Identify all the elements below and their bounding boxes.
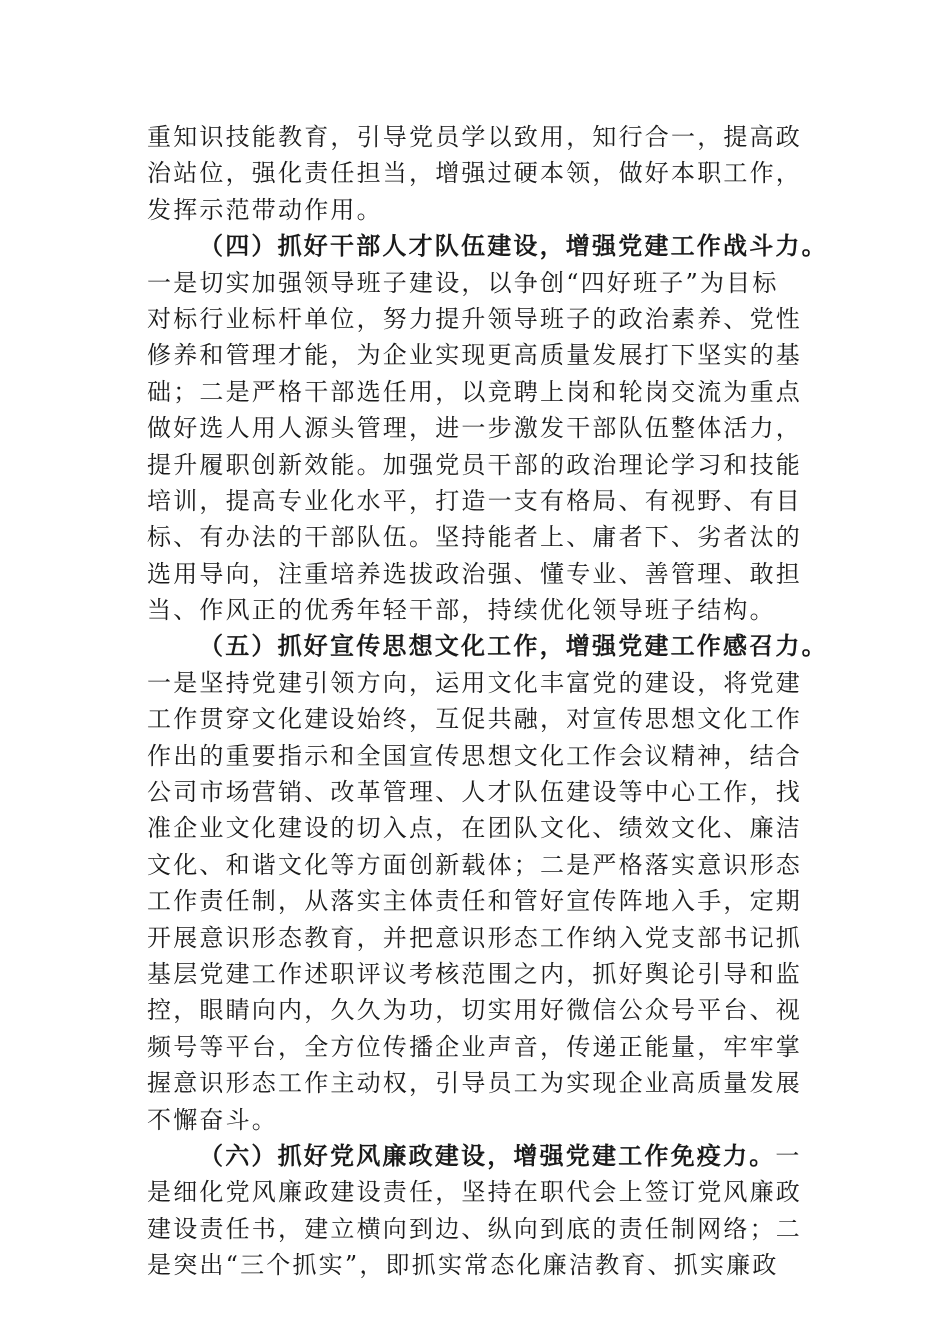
text-line: 作出的重要指示和全国宣传思想文化工作会议精神，结合 xyxy=(147,741,802,770)
text-line: 选用导向，注重培养选拔政治强、懂专业、善管理、敢担 xyxy=(147,559,802,588)
text-line: 文化、和谐文化等方面创新载体；二是严格落实意识形态 xyxy=(147,850,802,879)
text-line: 重知识技能教育，引导党员学以致用，知行合一，提高政 xyxy=(147,123,802,151)
text-line: 工作责任制，从落实主体责任和管好宣传阵地入手，定期 xyxy=(147,887,802,916)
text-line: 开展意识形态教育，并把意识形态工作纳入党支部书记抓 xyxy=(147,923,802,952)
text-line: 基层党建工作述职评议考核范围之内，抓好舆论引导和监 xyxy=(147,959,802,988)
body-text xyxy=(147,119,828,1284)
text-line: 频号等平台，全方位传播企业声音，传递正能量，牢牢掌 xyxy=(147,1032,802,1061)
text-line: 工作贯穿文化建设始终，互促共融，对宣传思想文化工作 xyxy=(147,705,802,734)
text-line: 一是坚持党建引领方向，运用文化丰富党的建设，将党建 xyxy=(147,668,802,697)
text-run: 一 xyxy=(775,1141,802,1170)
section-heading: （六）抓好党风廉政建设，增强党建工作免疫力。 xyxy=(199,1140,776,1170)
section-heading-line xyxy=(147,228,828,264)
text-line: 治站位，强化责任担当，增强过硬本领，做好本职工作， xyxy=(147,159,802,188)
text-line: 做好选人用人源头管理，进一步激发干部队伍整体活力， xyxy=(147,414,802,443)
text-line: 修养和管理才能，为企业实现更高质量发展打下坚实的基 xyxy=(147,341,802,370)
text-line: 建设责任书，建立横向到边、纵向到底的责任制网络；二 xyxy=(147,1214,802,1243)
section-heading-line xyxy=(147,1138,807,1174)
section-heading: （五）抓好宣传思想文化工作，增强党建工作感召力。 xyxy=(199,631,828,661)
section-heading-line xyxy=(147,628,828,664)
text-line: 当、作风正的优秀年轻干部，持续优化领导班子结构。 xyxy=(147,596,776,625)
text-line: 础；二是严格干部选任用，以竞聘上岗和轮岗交流为重点 xyxy=(147,377,802,406)
text-line: 公司市场营销、改革管理、人才队伍建设等中心工作，找 xyxy=(147,778,802,807)
text-line: 准企业文化建设的切入点，在团队文化、绩效文化、廉洁 xyxy=(147,814,802,843)
section-heading: （四）抓好干部人才队伍建设，增强党建工作战斗力。 xyxy=(199,231,828,261)
text-line: 提升履职创新效能。加强党员干部的政治理论学习和技能 xyxy=(147,450,802,479)
text-line: 标、有办法的干部队伍。坚持能者上、庸者下、劣者汰的 xyxy=(147,523,802,552)
text-line: 对标行业标杆单位，努力提升领导班子的政治素养、党性 xyxy=(147,304,802,333)
text-line: 握意识形态工作主动权，引导员工为实现企业高质量发展 xyxy=(147,1069,802,1098)
text-line: 控，眼睛向内，久久为功，切实用好微信公众号平台、视 xyxy=(147,996,802,1025)
text-line: 是细化党风廉政建设责任，坚持在职代会上签订党风廉政 xyxy=(147,1178,802,1207)
text-line: 一是切实加强领导班子建设，以争创“四好班子”为目标 xyxy=(147,268,779,297)
text-line: 不懈奋斗。 xyxy=(147,1105,278,1134)
text-line: 培训，提高专业化水平，打造一支有格局、有视野、有目 xyxy=(147,486,802,515)
text-line: 发挥示范带动作用。 xyxy=(147,195,383,224)
text-line: 是突出“三个抓实”，即抓实常态化廉洁教育、抓实廉政 xyxy=(147,1251,779,1280)
